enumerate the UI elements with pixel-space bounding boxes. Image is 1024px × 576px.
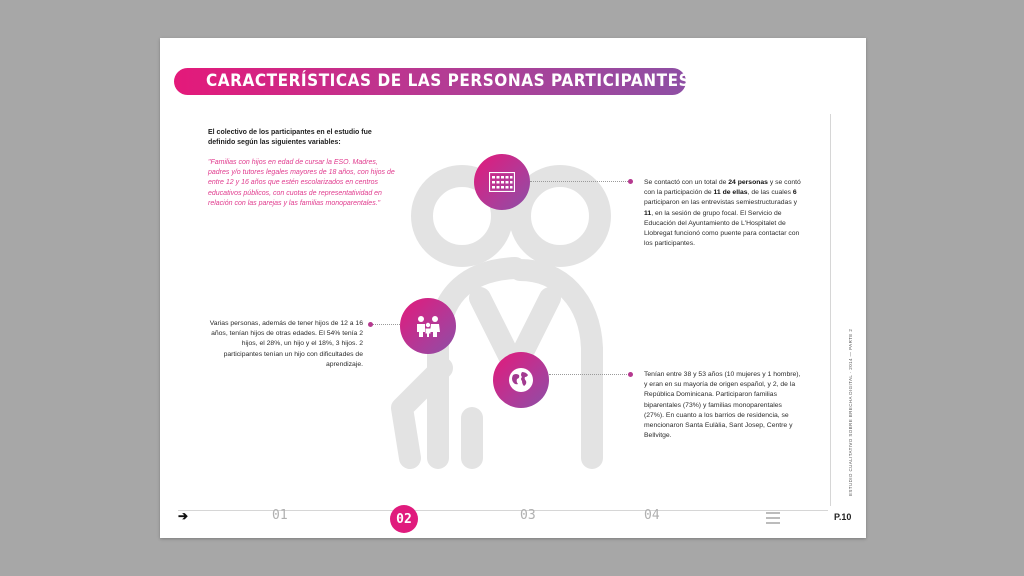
note-top-text-2: y se contó con la participación de: [644, 179, 801, 197]
connector-dot-right: [628, 372, 633, 377]
family-icon: [415, 315, 441, 337]
page-number: P.10: [834, 512, 852, 522]
document-page: [160, 38, 866, 538]
note-top-bold-2: 11 de ellas: [713, 189, 748, 197]
note-top: [644, 178, 802, 249]
note-top-text-5: , en la sesión de grupo focal. El Servicio de Educación del Ayuntamiento de L'Hospitalet de Llobregat funcionó como puente para contactar con los participantes.: [644, 209, 800, 248]
connector-right: [549, 374, 631, 375]
note-top-text-1: Se contactó con un total de: [644, 179, 729, 186]
calendar-grid-icon: [489, 172, 515, 192]
connector-dot-top: [628, 179, 633, 184]
right-divider: [830, 114, 831, 506]
nav-section-02-active[interactable]: 02: [390, 505, 418, 533]
nav-section-01[interactable]: 01: [272, 508, 288, 523]
menu-icon[interactable]: [766, 512, 780, 527]
globe-icon: [508, 367, 534, 393]
family-circle: [400, 298, 456, 354]
calendar-circle: [474, 154, 530, 210]
nav-section-04[interactable]: 04: [644, 508, 660, 523]
connector-left: [372, 324, 400, 325]
note-top-bold-3: 6: [792, 189, 797, 197]
nav-section-03[interactable]: 03: [520, 508, 536, 523]
side-running-header: ESTUDIO CUALITATIVO SOBRE BRECHA DIGITAL · 2014 — PARTE 2: [848, 328, 853, 496]
note-top-text-4: participaron en las entrevistas semiestructuradas y: [644, 199, 797, 207]
intro-text: El colectivo de los participantes en el estudio fue definido según las siguientes variables:: [208, 129, 372, 146]
note-top-bold-4: 11: [644, 209, 652, 217]
note-top-text-3: , de las cuales: [747, 189, 793, 197]
arrow-right-icon[interactable]: ➔: [178, 509, 189, 523]
connector-top: [530, 181, 630, 182]
globe-circle: [493, 352, 549, 408]
connector-dot-left: [368, 322, 373, 327]
people-silhouette-illustration: [160, 38, 866, 538]
note-left: Varias personas, además de tener hijos de 12 a 16 años, tenían hijos de otras edades. El 54% tenía 2 hijos, el 28%, un hijo y el 18%, 3 hijos. 2 participantes tenían un hijo con dificultades de aprendizaje.: [209, 320, 363, 368]
note-right: Tenían entre 38 y 53 años (10 mujeres y 1 hombre), y eran en su mayoría de origen español, y 2, de la República Dominicana. Participaron familias biparentales (73%) y familias monoparentales (27%). En cuanto a los barrios de residencia, se mencionaron Santa Eulàlia, Sant Josep, Centre y Bellvitge.: [644, 371, 801, 440]
quote-text: "Familias con hijos en edad de cursar la ESO. Madres, padres y/o tutores legales mayores de 18 años, con hijos de entre 12 y 16 años que estén escolarizados en centros educativos públicos, con cuotas de representatividad en relación con las parejas y las familias monoparentales.": [208, 159, 395, 207]
note-top-bold-1: 24 personas: [728, 179, 768, 186]
page-title: CARACTERÍSTICAS DE LAS PERSONAS PARTICIPANTES: [206, 71, 691, 91]
